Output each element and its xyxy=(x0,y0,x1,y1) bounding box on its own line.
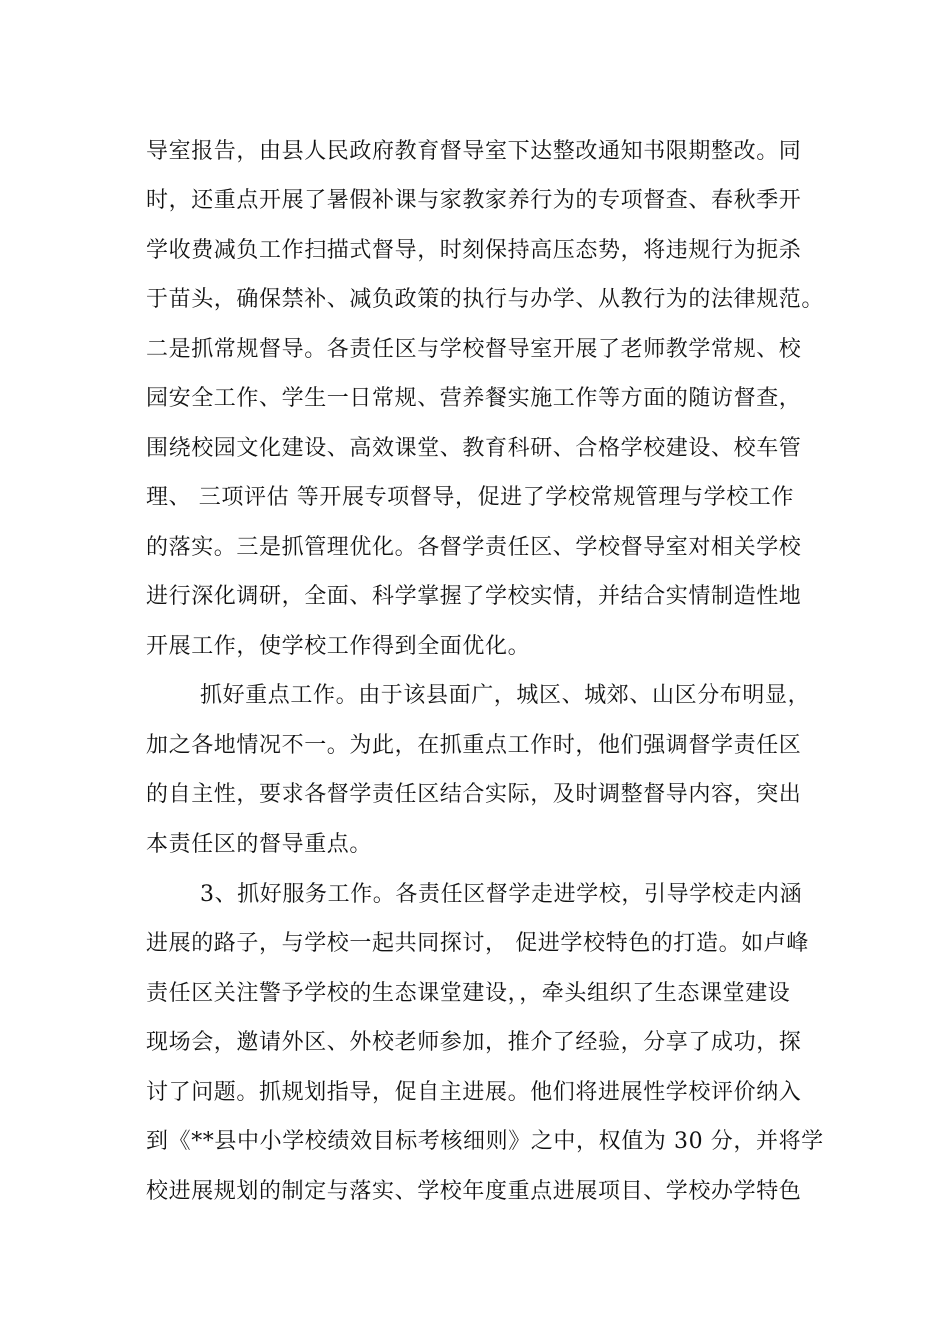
text-line: 责任区关注警予学校的生态课堂建设，，牵头组织了生态课堂建设 xyxy=(146,981,791,1006)
text-line: 抓好重点工作。由于该县面广，城区、城郊、山区分布明显， xyxy=(200,683,811,708)
text-line: 现场会，邀请外区、外校老师参加，推介了经验，分享了成功，探 xyxy=(146,1030,802,1055)
text-line: 3、抓好服务工作。各责任区督学走进学校，引导学校走内涵 xyxy=(200,882,803,907)
text-line: 理、 三项评估 等开展专项督导，促进了学校常规管理与学校工作 xyxy=(146,485,794,510)
text-line: 二是抓常规督导。各责任区与学校督导室开展了老师教学常规、校 xyxy=(146,337,802,362)
text-line: 导室报告，由县人民政府教育督导室下达整改通知书限期整改。同 xyxy=(146,139,802,164)
text-line: 围绕校园文化建设、高效课堂、教育科研、合格学校建设、校车管 xyxy=(146,436,802,461)
text-line: 园安全工作、学生一日常规、营养餐实施工作等方面的随访督查， xyxy=(146,386,802,411)
text-line: 讨了问题。抓规划指导，促自主进展。他们将进展性学校评价纳入 xyxy=(146,1080,802,1105)
text-line: 进行深化调研，全面、科学掌握了学校实情，并结合实情制造性地 xyxy=(146,584,802,609)
text-line: 到《**县中小学校绩效目标考核细则》之中，权值为 30 分，并将学 xyxy=(146,1129,824,1154)
text-line: 加之各地情况不一。为此，在抓重点工作时，他们强调督学责任区 xyxy=(146,733,802,758)
text-line: 于苗头，确保禁补、减负政策的执行与办学、从教行为的法律规范。 xyxy=(146,287,825,312)
text-line: 的自主性，要求各督学责任区结合实际，及时调整督导内容，突出 xyxy=(146,782,802,807)
text-line: 进展的路子，与学校一起共同探讨， 促进学校特色的打造。如卢峰 xyxy=(146,931,809,956)
text-line: 时，还重点开展了暑假补课与家教家养行为的专项督查、春秋季开 xyxy=(146,188,802,213)
text-line: 的落实。三是抓管理优化。各督学责任区、学校督导室对相关学校 xyxy=(146,535,802,560)
text-line: 校进展规划的制定与落实、学校年度重点进展项目、学校办学特色 xyxy=(146,1179,802,1204)
text-line: 开展工作，使学校工作得到全面优化。 xyxy=(146,634,531,659)
text-line: 学收费减负工作扫描式督导，时刻保持高压态势，将违规行为扼杀 xyxy=(146,238,802,263)
text-line: 本责任区的督导重点。 xyxy=(146,832,373,857)
